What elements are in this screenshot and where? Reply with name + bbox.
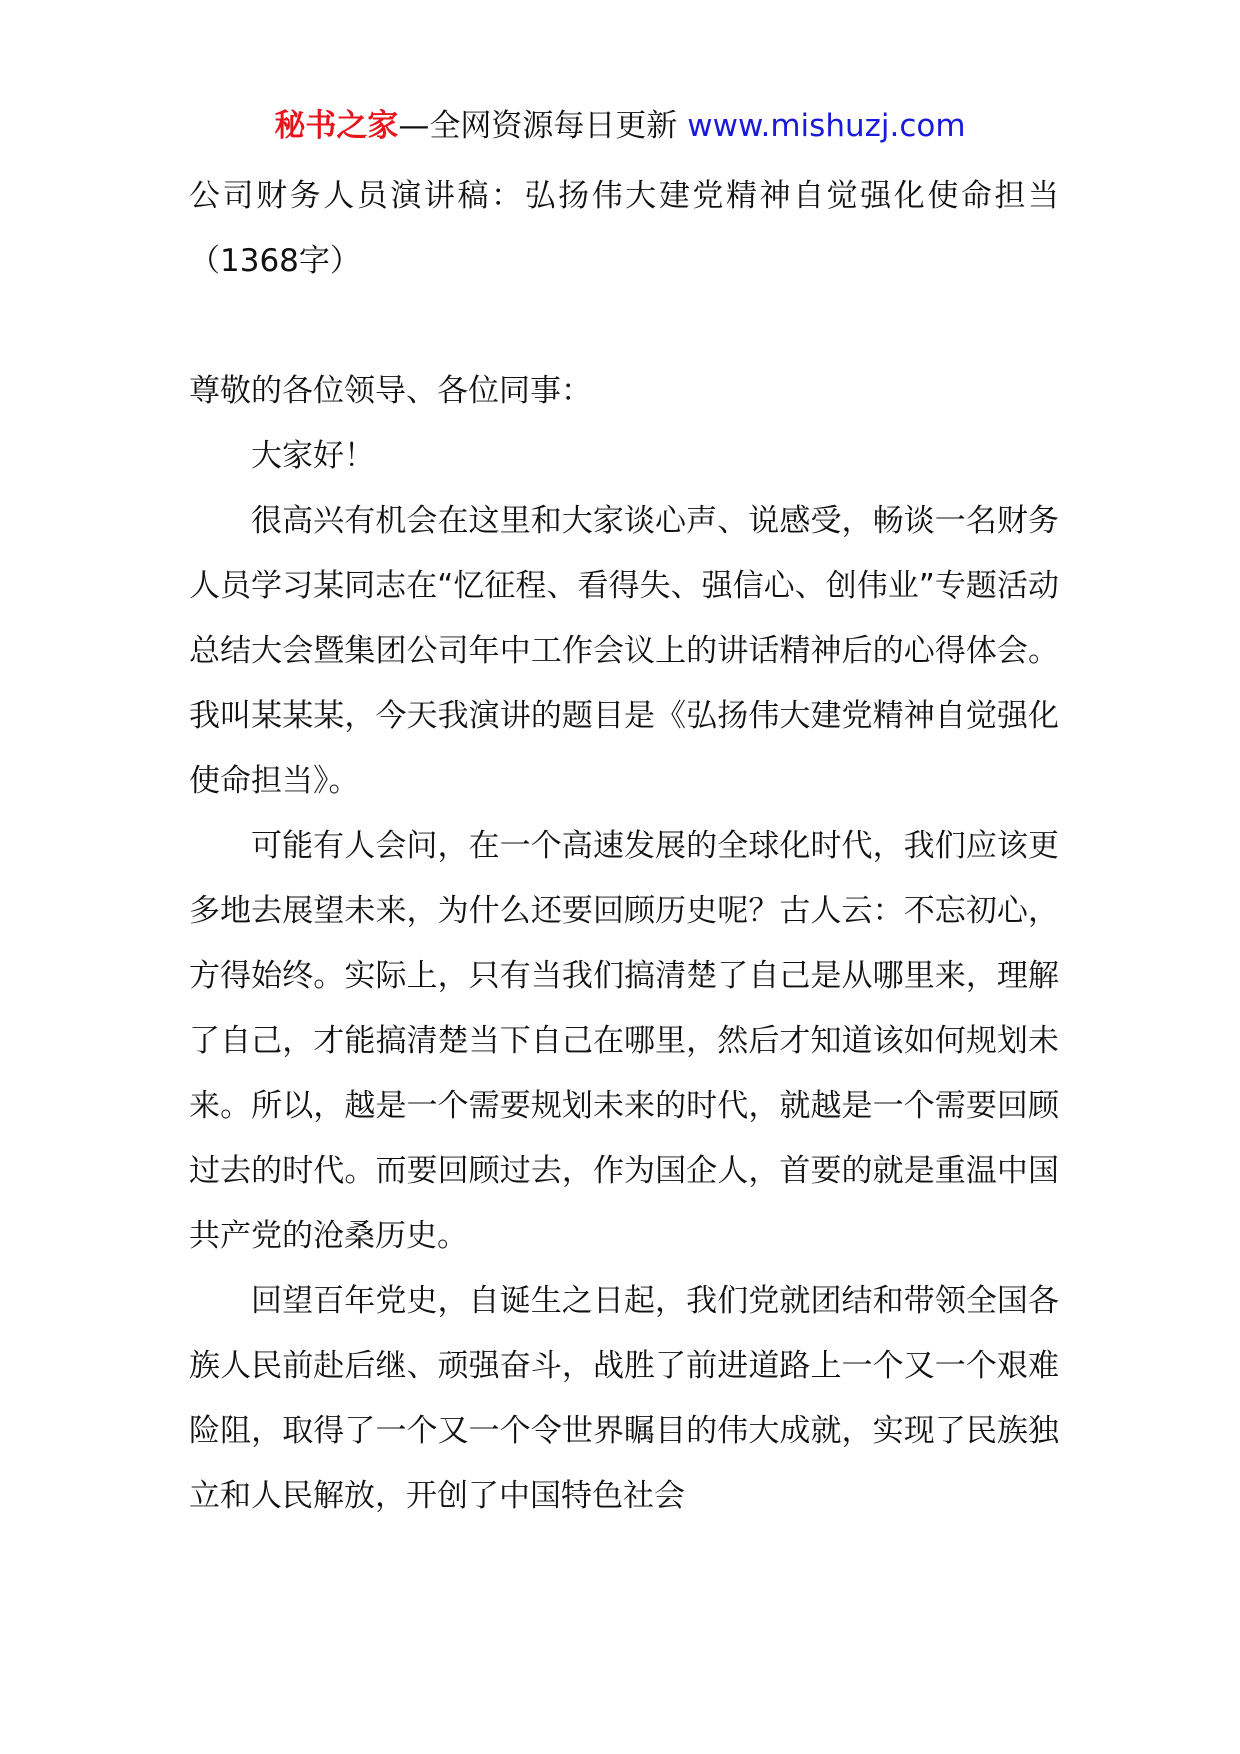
document-body — [189, 164, 1059, 1529]
site-slogan: —全网资源每日更新 — [398, 108, 688, 144]
blank-line — [189, 294, 1059, 359]
site-url-link[interactable]: www.mishuzj.com — [687, 108, 966, 144]
paragraph-greeting: 大家好！ — [251, 438, 375, 474]
paragraph-history: 可能有人会问，在一个高速发展的全球化时代，我们应该更多地去展望未来，为什么还要回顾历史呢？古人云：不忘初心，方得始终。实际上，只有当我们搞清楚了自己是从哪里来，理解了自己，才能搞清楚当下自己在哪里，然后才知道该如何规划未来。所以，越是一个需要规划未来的时代，就越是一个需要回顾过去的时代。而要回顾过去，作为国企人，首要的就是重温中国共产党的沧桑历史。 — [189, 828, 1059, 1254]
paragraph-intro: 很高兴有机会在这里和大家谈心声、说感受，畅谈一名财务人员学习某同志在“忆征程、看得失、强信心、创伟业”专题活动总结大会暨集团公司年中工作会议上的讲话精神后的心得体会。我叫某某某，今天我演讲的题目是《弘扬伟大建党精神自觉强化使命担当》。 — [189, 503, 1059, 799]
site-header — [0, 104, 1240, 148]
paragraph-party-history: 回望百年党史，自诞生之日起，我们党就团结和带领全国各族人民前赴后继、顽强奋斗，战胜了前进道路上一个又一个艰难险阻，取得了一个又一个令世界瞩目的伟大成就，实现了民族独立和人民解放，开创了中国特色社会 — [189, 1283, 1059, 1514]
site-brand: 秘书之家 — [274, 108, 399, 144]
salutation: 尊敬的各位领导、各位同事： — [189, 373, 592, 409]
document-title: 公司财务人员演讲稿：弘扬伟大建党精神自觉强化使命担当（1368字） — [189, 178, 1059, 279]
